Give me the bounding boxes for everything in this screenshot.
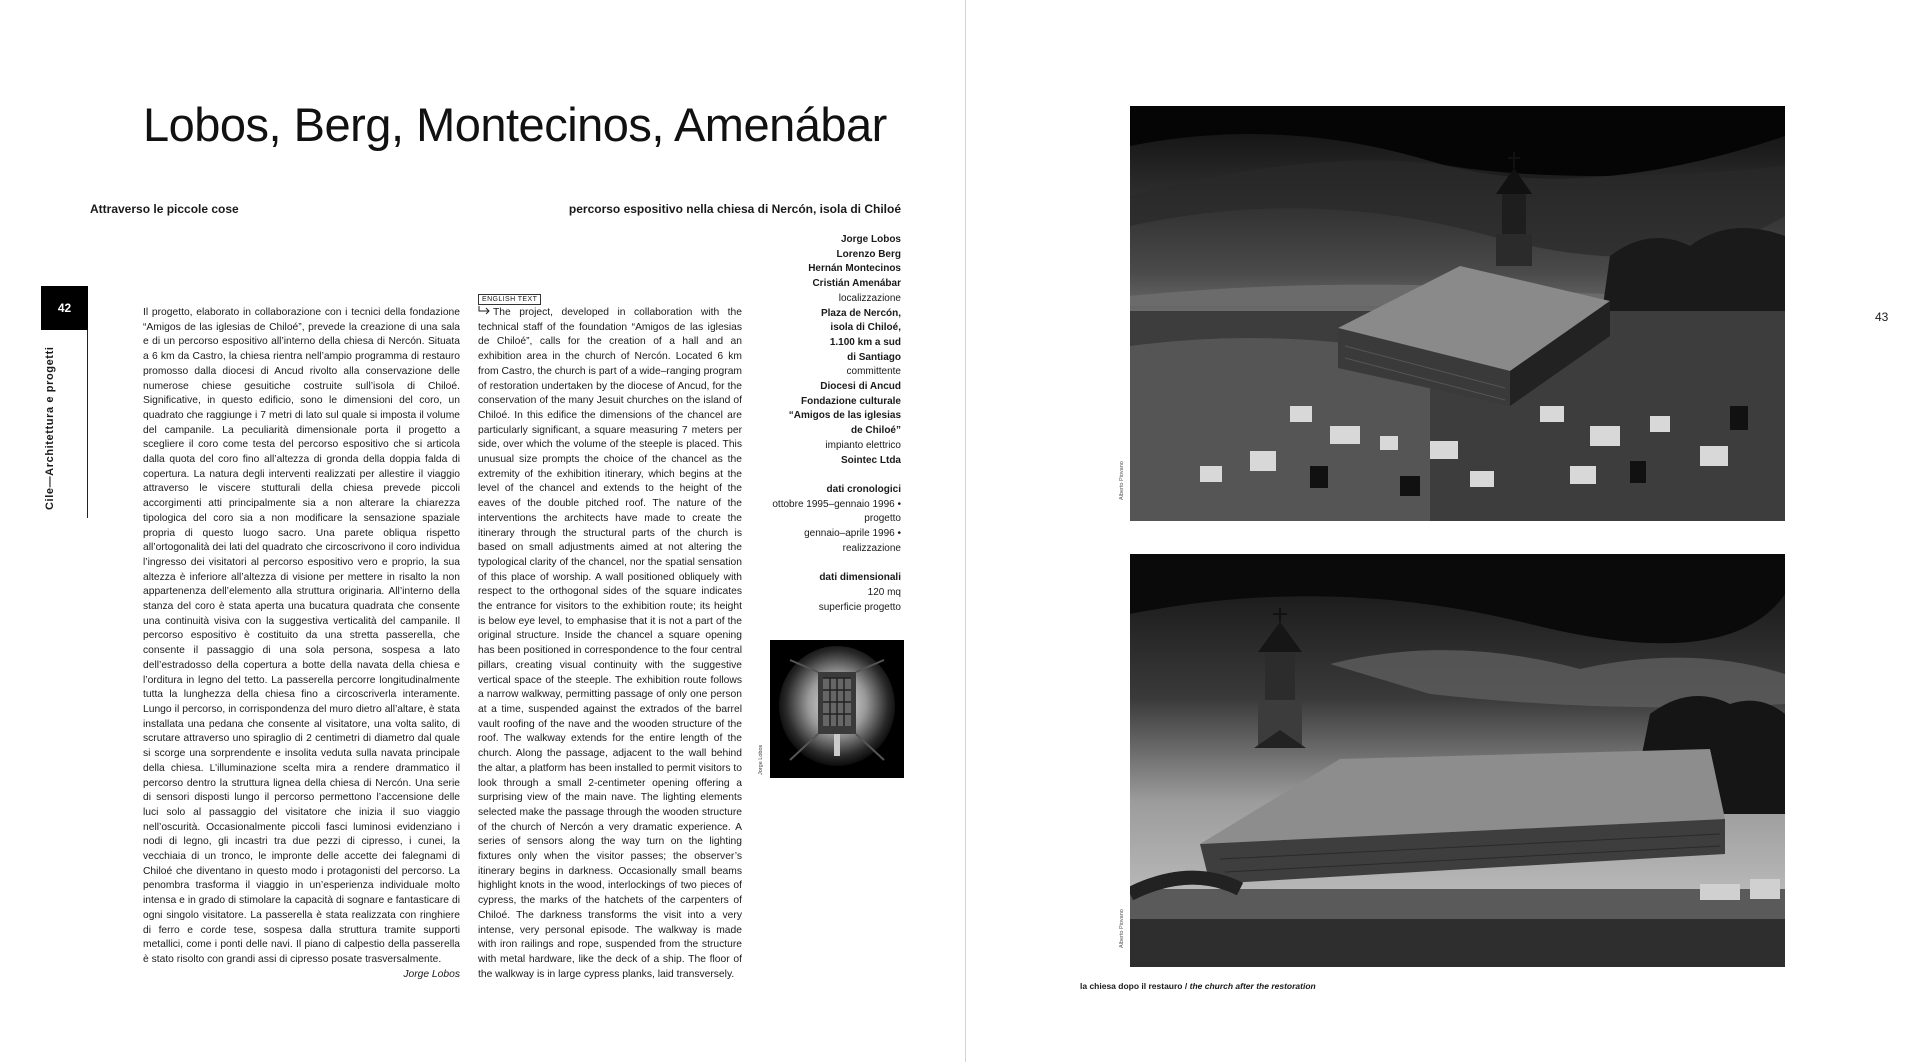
- interior-photo: [770, 640, 904, 778]
- photo-credit-bottom: Alberto Piovano: [1119, 909, 1125, 948]
- credit-electrical-label: impianto elettrico: [825, 439, 901, 451]
- church-photo-bottom: [1130, 554, 1785, 967]
- section-label: Cile—Architettura e progetti: [44, 346, 56, 510]
- chronology-date: ottobre 1995–gennaio 1996 •: [772, 498, 901, 510]
- credit-location-line: isola di Chiloé,: [830, 322, 901, 334]
- photo-credit-top: Alberto Piovano: [1119, 461, 1125, 500]
- chronology-date: gennaio–aprile 1996 •: [804, 528, 901, 540]
- chronology-label: progetto: [864, 513, 901, 525]
- credit-client-line: “Amigos de las iglesias: [788, 410, 901, 422]
- credit-client-label: committente: [846, 366, 901, 378]
- credit-location-line: Plaza de Nercón,: [820, 307, 901, 319]
- credit-client-line: Diocesi di Ancud: [820, 381, 901, 393]
- section-rule: [87, 330, 88, 518]
- english-text: The project, developed in collaboration with the technical staff of the foundation “Amigos de las iglesias de Chiloé”, calls for the creation of a hall and an exhibition area in the church of Nercón. Located 6 km from Castro, the church is part of a wide–ranging program of restoration undertaken by the diocese of Ancud, for the conservation of the many Jesuit churches on the island of Chiloé. In this edifice the dimensions of the chancel are particularly significant, a square measuring 7 meters per side, over which the volume of the steeple is placed. This unusual size prompts the choice of the chancel as the extremity of the exhibition itinerary, which begins at the level of the chancel and extends to the height of the eaves of the double pitched roof. The nature of the interventions the architects have made to create the itinerary through the structural parts of the church is based on small adjustments aimed at not altering the typological clarity of the chancel, nor the spatial sensation of this place of worship. A wall positioned obliquely with respect to the orthogonal sides of the square indicates the entrance for visitors to the exhibition route; its height is below eye level, to emphasise that it is not a part of the original structure. Inside the chancel a square opening has been positioned in correspondence to the four central pillars, creating visual continuity with the suggestive vertical space of the steeple. The exhibition route follows a narrow walkway, permitting passage of only one person at a time, suspended against the extrados of the barrel vault roofing of the nave and the wooden structure of the roof. The walkway extends for the entire length of the church. Along the passage, adjacent to the wall behind the altar, a platform has been installed to permit visitors to look through a small 2-centimeter opening offering a surprising view of the main nave. The lighting elements selected make the passage through the wooden structure of the church of Nercón a very dramatic experience. A series of sensors along the way turn on the lighting fixtures only when the visitor passes; the observer’s itinerary begins in darkness. Occasionally small beams highlight knots in the wood, interlockings of two pieces of cypress, the marks of the hatchets of the carpenters of Chiloé. The darkness transforms the visit into a very intense, very personal episode. The walkway is made with iron railings and rope, suspended from the structure with metal hardware, like the deck of a ship. The floor of the walkway is in large cypress planks, laid transversely.: [478, 307, 742, 980]
- italian-text: Il progetto, elaborato in collaborazione con i tecnici della fondazione “Amigos de las iglesias de Chiloé”, prevede la creazione di una sala e di un percorso espositivo all’interno della chiesa di Nercón. Situata a 6 km da Castro, la chiesa rientra nell’ampio programma di restauro promosso dalla diocesi di Ancud rivolto alla conservazione delle numerose chiese gesuitiche costruite sull’isola di Chiloé. Significative, in questo edificio, sono le dimensioni del coro, un quadrato che raggiunge i 7 metri di lato sul quale si imposta il volume del campanile. La peculiarità dimensionale porta il progetto a scegliere il coro come testa del percorso espositivo che si articola dalla quota del coro fino all’altezza di gronda della doppia falda di copertura. La natura degli interventi realizzati per allestire il viaggio attraverso le viscere stutturali della chiesa prevede piccoli accorgimenti atti principalmente sia a non alterare la chiarezza tipologica del coro sia a non modificare la sensazione spaziale propria di questo luogo sacro. Una parete obliqua rispetto all’ortogonalità dei lati del quadrato che circoscrivono il coro individua l’ingresso dei visitatori al percorso espositivo vero e proprio, la sua altezza è inferiore all’altezza di visione per mettere in risalto la non appartenenza dell’elemento alla struttura originaria. All’interno della stanza del coro è stata aperta una bucatura quadrata che consente una continuità visiva con la suggestiva verticalità del campanile. Il percorso espositivo è costituito da una stretta passerella, che consente il passaggio di una sola persona, sospesa a lato dell’estradosso della copertura a botte della navata della chiesa e l’orditura in legno del tetto. La passerella percorre longitudinalmente tutta la lunghezza della chiesa fino a circoscriverla interamente. Lungo il percorso, in corrispondenza del muro dietro all’altare, è stata installata una pedana che consente al visitatore, una volta salito, di scrutare attraverso uno spiraglio di 2 centimetri di diametro dal quale si scorge una sorprendente e insolita veduta sulla navata principale della chiesa. L’illuminazione scelta mira a rendere drammatico il percorso dentro la struttura lignea della chiesa di Nercón. Una serie di sensori disposti lungo il percorso permettono l’accensione delle luci solo al passaggio del visitatore che inizia il suo viaggio nell’oscurità. Occasionalmente piccoli fasci luminosi evidenziano i nodi di legno, gli incastri tra due pezzi di cipresso, i cunei, la vecchiaia di un tronco, le impronte delle accette dei falegnami di Chiloé che diventano in questo modo i protagonisti del percorso. La penombra trasforma il viaggio in un’esperienza individuale molto intensa e in grado di stimolare la capacità di sognare e fantasticare di ogni singolo visitatore. La passerella è stata realizzata con ringhiere di ferro e corde tese, sospesa dalla struttura tramite supporti metallici, come i ponti delle navi. Il piano di calpestio della passerella è stato risolto con grandi assi di cipresso posate trasversalmente.: [143, 307, 460, 965]
- credit-architect: Cristián Amenábar: [812, 278, 901, 290]
- italian-text-column: [143, 306, 460, 982]
- church-photo-top: [1130, 106, 1785, 521]
- interior-photo-credit: Jorge Lobos: [758, 744, 764, 775]
- dimensions-label: superficie progetto: [818, 601, 901, 613]
- page-number-left: 42: [41, 286, 88, 330]
- spread-fold: [965, 0, 966, 1062]
- page-number-right: 43: [1875, 310, 1889, 324]
- english-text-column: [478, 306, 742, 982]
- credit-location-line: 1.100 km a sud: [829, 336, 901, 348]
- credit-electrical-value: Sointec Ltda: [840, 454, 901, 466]
- photo-caption: la chiesa dopo il restauro / the church after the restoration: [1080, 981, 1316, 991]
- credit-location-line: di Santiago: [847, 351, 901, 363]
- chronology-label: realizzazione: [842, 542, 901, 554]
- subtitle-right: percorso espositivo nella chiesa di Nercón, isola di Chiloé: [568, 202, 901, 216]
- arrow-right-icon: [478, 306, 493, 321]
- credit-architect: Jorge Lobos: [840, 234, 901, 245]
- credit-architect: Hernán Montecinos: [808, 263, 901, 275]
- chronology-heading: dati cronologici: [826, 483, 901, 495]
- subtitle-left: Attraverso le piccole cose: [90, 202, 239, 216]
- project-credits: [731, 233, 901, 615]
- dimensions-value: 120 mq: [867, 586, 901, 598]
- credit-architect: Lorenzo Berg: [836, 248, 901, 260]
- credit-client-line: Fondazione culturale: [800, 395, 901, 407]
- credit-location-label: localizzazione: [838, 292, 901, 304]
- english-text-label: ENGLISH TEXT: [478, 294, 541, 305]
- italian-author: Jorge Lobos: [403, 968, 460, 980]
- page-title: Lobos, Berg, Montecinos, Amenábar: [143, 98, 887, 151]
- dimensions-heading: dati dimensionali: [819, 572, 901, 584]
- credit-client-line: de Chiloé”: [850, 425, 901, 437]
